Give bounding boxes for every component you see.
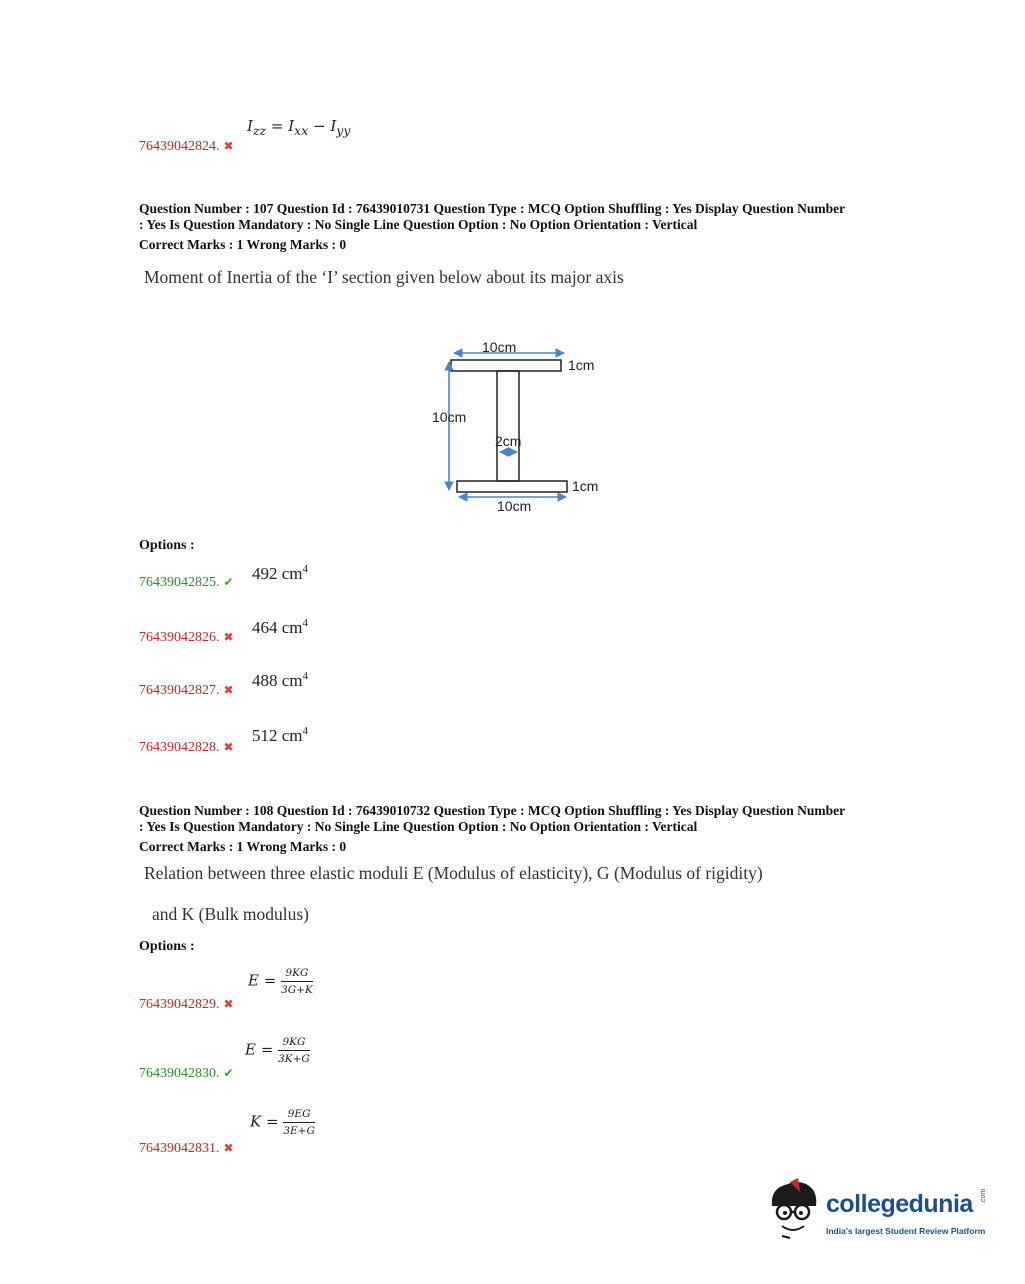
web-label: 2cm	[495, 433, 522, 449]
option-formula: K = $\frac{9EG}{3E+G}$	[250, 1108, 315, 1137]
option-id: 76439042829. ✖	[139, 997, 234, 1012]
wrong-mark-icon: ✖	[223, 740, 234, 754]
option-id: 76439042827. ✖	[139, 683, 234, 698]
mascot-icon	[766, 1178, 824, 1240]
option-id: 76439042825. ✔	[139, 575, 234, 590]
option-id: 76439042824. ✖	[139, 139, 234, 154]
wrong-mark-icon: ✖	[223, 1141, 234, 1155]
option-formula: E = $\frac{9KG}{3G+K}$	[248, 967, 313, 996]
option-id: 76439042830. ✔	[139, 1066, 234, 1081]
option-value: 512 $cm^4$	[252, 725, 309, 745]
wrong-mark-icon: ✖	[223, 997, 234, 1011]
correct-check-icon: ✔	[223, 575, 234, 589]
option-id: 76439042828. ✖	[139, 740, 234, 755]
options-label: Options :	[139, 939, 195, 954]
bottom-width-label: 10cm	[497, 498, 532, 514]
option-id: 76439042831. ✖	[139, 1141, 234, 1156]
formula-izz: $I_{zz} = I_{xx} - I_{yy}$	[247, 117, 351, 138]
logo-tagline: India's largest Student Review Platform	[826, 1226, 986, 1236]
wrong-mark-icon: ✖	[223, 630, 234, 644]
logo-suffix: .com	[980, 1188, 987, 1204]
logo-wordmark: collegedunia	[826, 1190, 973, 1218]
option-value: 492 $cm^4$	[252, 563, 309, 583]
option-value: 464 $cm^4$	[252, 617, 309, 637]
height-label: 10cm	[432, 409, 467, 425]
collegedunia-logo	[766, 1178, 996, 1248]
question-text: Moment of Inertia of the ‘I’ section given below about its major axis	[144, 267, 624, 287]
option-formula: E = $\frac{9KG}{3K+G}$	[245, 1036, 310, 1065]
bottom-thickness-label: 1cm	[572, 478, 599, 494]
wrong-mark-icon: ✖	[223, 683, 234, 697]
correct-check-icon: ✔	[223, 1066, 234, 1080]
top-thickness-label: 1cm	[568, 357, 595, 373]
options-label: Options :	[139, 538, 195, 553]
option-value: 488 $cm^4$	[252, 670, 309, 690]
option-id: 76439042826. ✖	[139, 630, 234, 645]
i-section-figure	[420, 335, 620, 520]
question-meta: Question Number : 108 Question Id : 76439010732 Question Type : MCQ Option Shuffling : Yes Display Question Number : Yes Is Question Mandatory : No Single Line Question Option : No Option Orientation : Vertical Correct Marks : 1 Wrong Marks : 0	[139, 803, 846, 854]
question-text-line1: Relation between three elastic moduli E (Modulus of elasticity), G (Modulus of rigidity)	[144, 863, 763, 883]
question-text-line2: and K (Bulk modulus)	[152, 904, 310, 924]
top-width-label: 10cm	[482, 339, 517, 355]
question-meta: Question Number : 107 Question Id : 76439010731 Question Type : MCQ Option Shuffling : Yes Display Question Number : Yes Is Question Mandatory : No Single Line Question Option : No Option Orientation : Vertical Correct Marks : 1 Wrong Marks : 0	[139, 201, 846, 252]
wrong-mark-icon: ✖	[223, 139, 234, 153]
